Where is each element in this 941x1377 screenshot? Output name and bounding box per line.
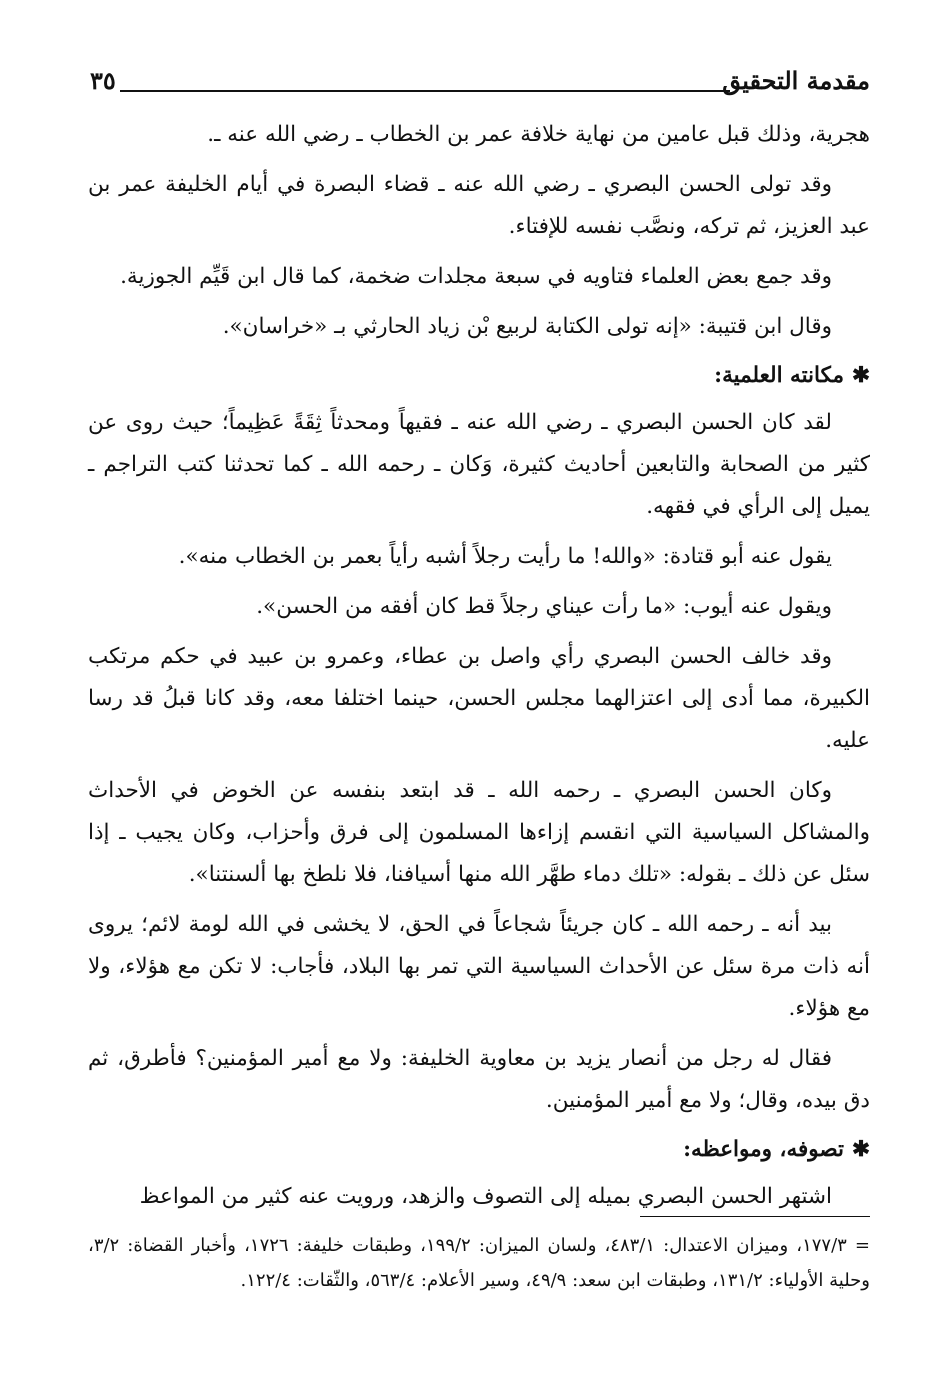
page-number: ٣٥ (90, 66, 116, 95)
section-heading (88, 1130, 870, 1170)
paragraph: هجرية، وذلك قبل عامين من نهاية خلافة عمر بن الخطاب ـ رضي الله عنه ـ. (207, 122, 870, 147)
main-text (88, 114, 870, 1226)
star-bullet-icon: ✱ (851, 1137, 870, 1162)
paragraph: وقد خالف الحسن البصري رأي واصل بن عطاء، وعمرو بن عبيد في حكم مرتكب الكبيرة، مما أدى إلى اعتزالهما مجلس الحسن، حينما اختلفا معه، وقد كانا قبلُ قد رسا عليه. (88, 644, 870, 753)
header-rule (120, 90, 730, 92)
running-header (90, 66, 870, 106)
paragraph: وقد جمع بعض العلماء فتاويه في سبعة مجلدات ضخمة، كما قال ابن قَيِّم الجوزية. (120, 264, 832, 289)
paragraph: يقول عنه أبو قتادة: «والله! ما رأيت رجلاً أشبه رأياً بعمر بن الخطاب منه». (178, 544, 832, 569)
paragraph: ويقول عنه أيوب: «ما رأت عيناي رجلاً قط كان أفقه من الحسن». (256, 594, 832, 619)
footnote (88, 1228, 870, 1298)
section-heading-label: تصوفه، ومواعظه: (683, 1137, 844, 1162)
paragraph: لقد كان الحسن البصري ـ رضي الله عنه ـ فقيهاً ومحدثاً ثِقَةً عَظِيماً؛ حيث روى عن كثير من الصحابة والتابعين أحاديث كثيرة، وَكان ـ رحمه الله ـ كما تحدثنا كتب التراجم ـ يميل إلى الرأي في فقهه. (88, 410, 870, 519)
footnote-text: = ١٧٧/٣، وميزان الاعتدال: ٤٨٣/١، ولسان الميزان: ١٩٩/٢، وطبقات خليفة: ١٧٢٦، وأخبار القضاة: ٣/٢، وحلية الأولياء: ١٣١/٢، وطبقات ابن سعد: ٤٩/٩، وسير الأعلام: ٥٦٣/٤، والثّقات: ١٢٢/٤. (88, 1235, 870, 1291)
paragraph: وكان الحسن البصري ـ رحمه الله ـ قد ابتعد بنفسه عن الخوض في الأحداث والمشاكل السياسية التي انقسم إزاءها المسلمون إلى فرق وأحزاب، وكان يجيب ـ إذا سئل عن ذلك ـ بقوله: «تلك دماء طهَّر الله منها أسيافنا، فلا نلطخ بها ألسنتنا». (88, 778, 870, 887)
footnote-rule (640, 1216, 870, 1217)
star-bullet-icon: ✱ (851, 363, 870, 388)
paragraph: وقال ابن قتيبة: «إنه تولى الكتابة لربيع بْن زياد الحارثي بـ «خراسان». (222, 314, 832, 339)
paragraph: بيد أنه ـ رحمه الله ـ كان جريئاً شجاعاً في الحق، لا يخشى في الله لومة لائم؛ يروى أنه ذات مرة سئل عن الأحداث السياسية التي تمر بها البلاد، فأجاب: لا تكن مع هؤلاء، ولا مع هؤلاء. (88, 912, 870, 1021)
section-heading-label: مكانته العلمية: (714, 363, 844, 388)
section-heading (88, 356, 870, 396)
paragraph: اشتهر الحسن البصري بميله إلى التصوف والزهد، ورويت عنه كثير من المواعظ (139, 1184, 832, 1209)
paragraph: فقال له رجل من أنصار يزيد بن معاوية الخليفة: ولا مع أمير المؤمنين؟ فأطرق، ثم دق بيده، وقال؛ ولا مع أمير المؤمنين. (88, 1046, 870, 1113)
paragraph: وقد تولى الحسن البصري ـ رضي الله عنه ـ قضاء البصرة في أيام الخليفة عمر بن عبد العزيز، ثم تركه، ونصَّب نفسه للإفتاء. (88, 172, 870, 239)
header-title: مقدمة التحقيق (722, 66, 870, 95)
